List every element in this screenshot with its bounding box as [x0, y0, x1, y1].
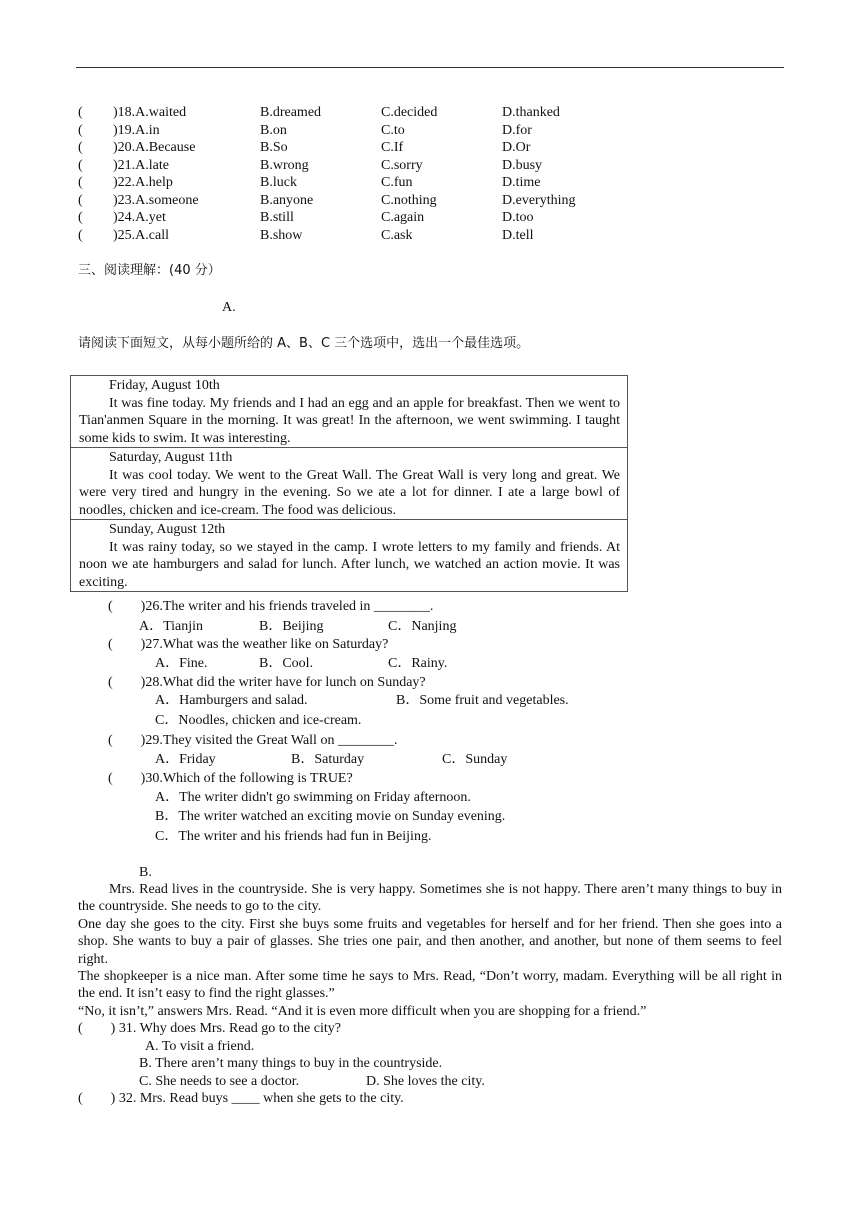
answer-paren: (	[78, 157, 83, 173]
option-a: )23.A.someone	[113, 192, 199, 208]
option-c: C.sorry	[381, 157, 423, 173]
question-30: ( )30.Which of the following is TRUE?	[108, 771, 353, 786]
option-d: D.time	[502, 175, 541, 190]
option-b: B．Saturday	[291, 752, 365, 767]
diary-text: It was rainy today, so we stayed in the camp. I wrote letters to my family and friends. At noon we ate hamburgers and salad for lunch. After lunch, we watched an action movie. It was exciting.	[79, 539, 620, 590]
option-a: )25.A.call	[113, 227, 169, 243]
option-a: )18.A.waited	[113, 105, 187, 120]
option-b: B.on	[260, 122, 287, 138]
option-c: C.again	[381, 210, 425, 225]
option-d: D.busy	[502, 157, 543, 173]
option-a: A．Friday	[155, 752, 216, 767]
diary-text: It was fine today. My friends and I had an egg and an apple for breakfast. Then we went to Tian'anmen Square in the morning. It was great! In the afternoon, we went swimming. I taught some kids to swim. It was interesting.	[79, 395, 620, 446]
cloze-item-23	[78, 192, 698, 209]
question-29: ( )29.They visited the Great Wall on ________.	[108, 733, 398, 748]
diary-entry-friday	[71, 376, 627, 448]
option-b: B.luck	[260, 175, 297, 190]
question-27: ( )27.What was the weather like on Saturday?	[108, 637, 389, 652]
answer-paren: (	[78, 175, 83, 190]
option-d: D.for	[502, 122, 532, 138]
answer-paren: (	[78, 210, 83, 225]
option-a: A. To visit a friend.	[145, 1039, 255, 1054]
cloze-item-19	[78, 122, 698, 139]
passage-b-paragraph: One day she goes to the city. First she buys some fruits and vegetables for herself and for her friend. Then she goes into a shop. She wants to buy a pair of glasses. She tries one pair, and then another, and another, but none of them seems to feel right.	[78, 917, 782, 967]
diary-date: Friday, August 10th	[109, 378, 220, 393]
question-31: ( ) 31. Why does Mrs. Read go to the city?	[78, 1021, 341, 1036]
question-32: ( ) 32. Mrs. Read buys ____ when she gets to the city.	[78, 1091, 404, 1106]
option-c: C.decided	[381, 105, 438, 120]
option-b: B.wrong	[260, 157, 309, 173]
answer-paren: (	[78, 105, 83, 120]
option-c: C.fun	[381, 175, 413, 190]
diary-table	[70, 375, 628, 592]
option-b: B．The writer watched an exciting movie on Sunday evening.	[155, 809, 506, 824]
option-d: D.thanked	[502, 105, 560, 120]
option-b: B.show	[260, 227, 303, 243]
option-b: B.dreamed	[260, 105, 322, 120]
diary-text: It was cool today. We went to the Great Wall. The Great Wall is very long and great. We were very tired and hungry in the evening. So we ate a lot for dinner. I ate a large bowl of noodles, chicken and ice-cream. The food was delicious.	[79, 467, 620, 518]
answer-paren: (	[78, 227, 83, 243]
passage-b-paragraph: “No, it isn’t,” answers Mrs. Read. “And it is even more difficult when you are shopping for a friend.”	[78, 1004, 647, 1019]
option-c: C.If	[381, 140, 404, 155]
question-28: ( )28.What did the writer have for lunch on Sunday?	[108, 675, 426, 690]
option-a: A．The writer didn't go swimming on Friday afternoon.	[155, 790, 471, 805]
passage-b-paragraph: The shopkeeper is a nice man. After some time he says to Mrs. Read, “Don’t worry, madam. Everything will be all right in the end. It isn’t easy to find the right glasses.”	[78, 969, 782, 1002]
option-c: C.to	[381, 122, 405, 138]
diary-date: Saturday, August 11th	[109, 450, 233, 465]
passage-b-label: B.	[139, 865, 152, 880]
answer-paren: (	[78, 122, 83, 138]
option-a: A．Tianjin	[139, 619, 204, 634]
passage-b-paragraph: Mrs. Read lives in the countryside. She is very happy. Sometimes she is not happy. There aren’t many things to buy in the countryside. She needs to go to the city.	[78, 882, 782, 915]
option-d: D.Or	[502, 140, 531, 155]
option-d: D.too	[502, 210, 534, 225]
instructions: 请阅读下面短文，从每小题所给的 A、B、C 三个选项中，选出一个最佳选项。	[78, 336, 530, 351]
option-c: C. She needs to see a doctor.	[139, 1074, 300, 1089]
diary-entry-sunday	[71, 520, 627, 591]
option-a: A．Hamburgers and salad.	[155, 693, 308, 708]
cloze-item-24	[78, 209, 698, 226]
option-a: )19.A.in	[113, 122, 160, 138]
option-c: C.ask	[381, 227, 413, 243]
option-c: C．The writer and his friends had fun in Beijing.	[155, 829, 432, 844]
option-b: B．Beijing	[259, 619, 324, 634]
header-rule	[76, 67, 784, 68]
passage-a-label: A.	[222, 300, 236, 315]
option-b: B.So	[260, 140, 288, 155]
question-26: ( )26.The writer and his friends traveled in ________.	[108, 599, 434, 614]
option-d: D.everything	[502, 192, 576, 208]
option-d: D.tell	[502, 227, 534, 243]
option-c: C．Nanjing	[388, 619, 457, 634]
option-c: C.nothing	[381, 192, 437, 208]
cloze-item-22	[78, 174, 698, 191]
option-c: C．Sunday	[442, 752, 508, 767]
option-a: )24.A.yet	[113, 210, 166, 225]
answer-paren: (	[78, 140, 83, 155]
diary-date: Sunday, August 12th	[109, 522, 226, 537]
option-b: B．Some fruit and vegetables.	[396, 693, 569, 708]
answer-paren: (	[78, 192, 83, 208]
option-a: )20.A.Because	[113, 140, 196, 155]
cloze-item-25	[78, 227, 698, 244]
diary-entry-saturday	[71, 448, 627, 520]
option-c: C．Rainy.	[388, 656, 448, 671]
option-a: A．Fine.	[155, 656, 208, 671]
option-a: )22.A.help	[113, 175, 173, 190]
cloze-item-20	[78, 139, 698, 156]
option-b: B. There aren’t many things to buy in the countryside.	[139, 1056, 443, 1071]
option-b: B．Cool.	[259, 656, 314, 671]
cloze-item-18	[78, 104, 698, 121]
option-b: B.still	[260, 210, 294, 225]
option-c: C．Noodles, chicken and ice-cream.	[155, 713, 362, 728]
cloze-item-21	[78, 157, 698, 174]
option-d: D. She loves the city.	[366, 1074, 485, 1089]
section-title: 三、阅读理解：(40 分）	[78, 263, 221, 278]
option-b: B.anyone	[260, 192, 314, 208]
option-a: )21.A.late	[113, 157, 169, 173]
